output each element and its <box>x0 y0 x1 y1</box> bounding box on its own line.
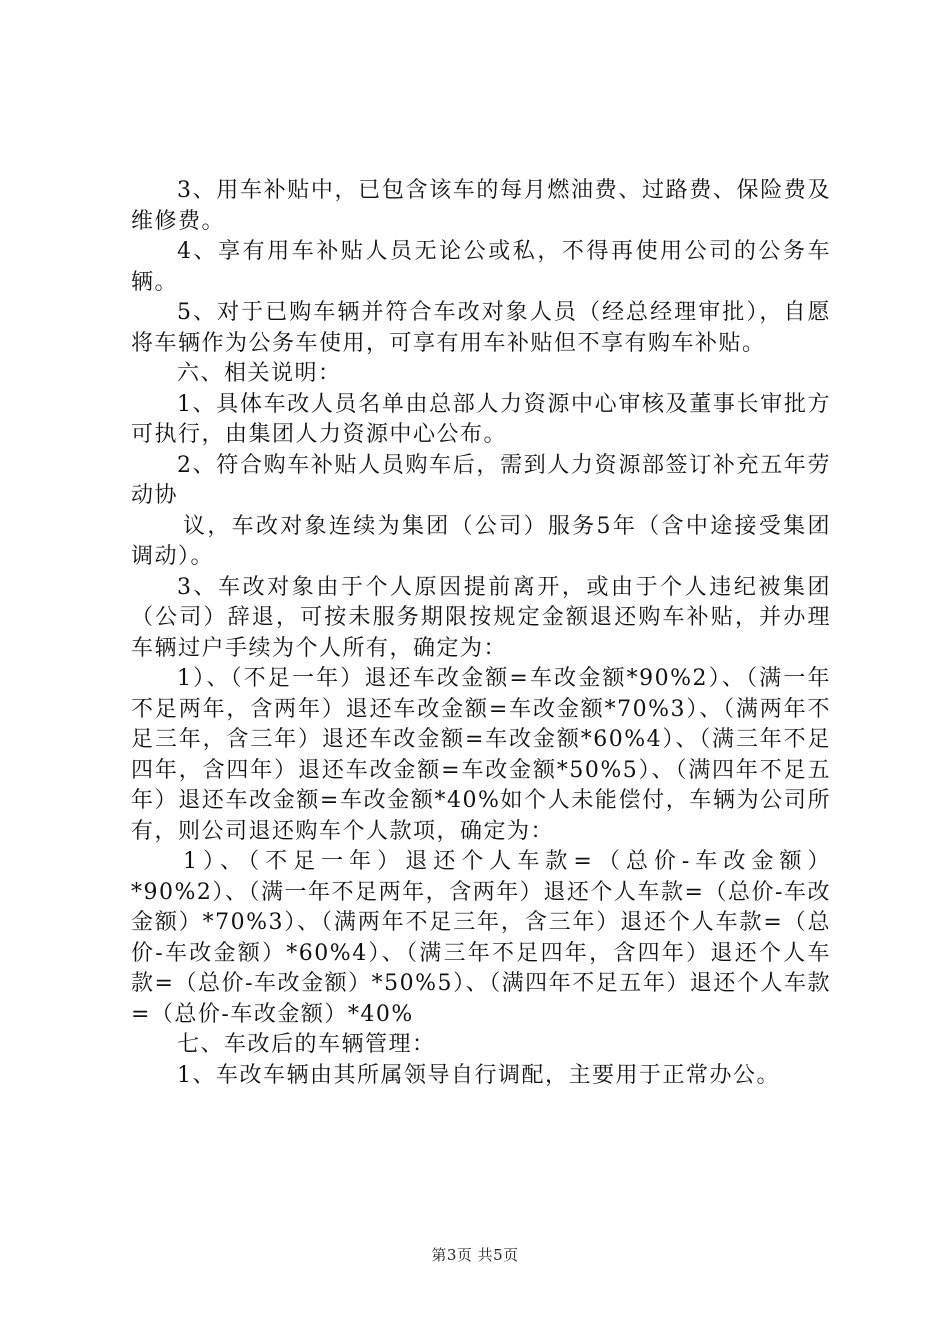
section-6-heading: 六、相关说明： <box>177 361 342 386</box>
paragraph-refund-schedule-subsidy: 1）、（不足一年）退还车改金额=车改金额*90%2）、（满一年不足两年，含两年）退还车改金额=车改金额*70%3）、（满两年不足三年，含三年）退还车改金额=车改金额*60%4）、（满三年不足四年，含四年）退还车改金额=车改金额*50%5）、（满四年不足五年）退还车改金额=车改金额*40%如个人未能偿付，车辆为公司所有，则公司退还购车个人款项，确定为： <box>131 666 831 844</box>
paragraph-6-2-labor-agreement: 2、符合购车补贴人员购车后，需到人力资源部签订补充五年劳动协 <box>131 452 831 508</box>
paragraph-6-3-early-departure: 3、车改对象由于个人原因提前离开，或由于个人违纪被集团（公司）辞退，可按未服务期限按规定金额退还购车补贴，并办理车辆过户手续为个人所有，确定为： <box>131 574 831 661</box>
paragraph-6-2-continued: 议，车改对象连续为集团（公司）服务5年（含中途接受集团调动）。 <box>131 513 831 569</box>
paragraph-4-no-official-car: 4、享有用车补贴人员无论公或私，不得再使用公司的公务车辆。 <box>131 239 831 295</box>
paragraph-7-1-vehicle-dispatch: 1、车改车辆由其所属领导自行调配，主要用于正常办公。 <box>177 1062 780 1088</box>
paragraph-5-existing-vehicles: 5、对于已购车辆并符合车改对象人员（经总经理审批），自愿将车辆作为公务车使用，可享有用车补贴但不享有购车补贴。 <box>131 300 831 356</box>
paragraph-6-1-approval: 1、具体车改人员名单由总部人力资源中心审核及董事长审批方可执行，由集团人力资源中心公布。 <box>131 391 831 447</box>
paragraph-3-fuel-costs: 3、用车补贴中，已包含该车的每月燃油费、过路费、保险费及维修费。 <box>131 178 831 234</box>
page-number-footer: 第3页 共5页 <box>431 1246 519 1264</box>
section-7-heading: 七、车改后的车辆管理： <box>177 1032 436 1057</box>
document-body <box>131 176 831 1091</box>
paragraph-refund-schedule-personal: 1）、（不足一年）退还个人车款=（总价-车改金额）*90%2）、（满一年不足两年，含两年）退还个人车款=（总价-车改金额）*70%3）、（满两年不足三年，含三年）退还个人车款=（总价-车改金额）*60%4）、（满三年不足四年，含四年）退还个人车款=（总价-车改金额）*50%5）、（满四年不足五年）退还个人车款=（总价-车改金额）*40% <box>131 849 831 1027</box>
